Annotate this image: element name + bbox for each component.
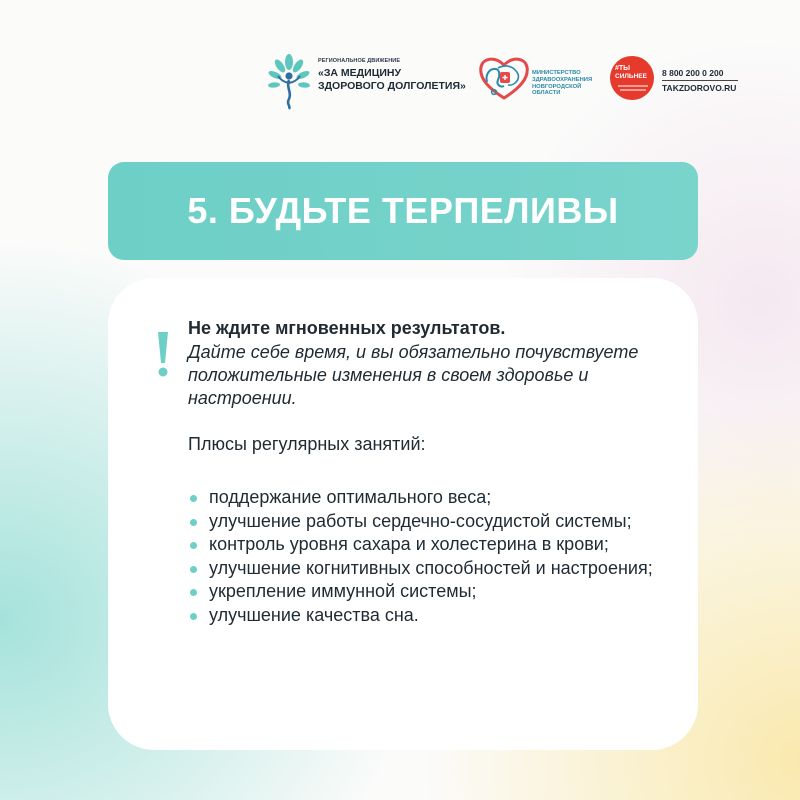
movement-logo <box>266 48 466 114</box>
bullet-dot-icon <box>190 519 197 526</box>
list-item <box>190 604 670 628</box>
movement-logo-line1: «ЗА МЕДИЦИНУ <box>318 67 402 79</box>
list-item-text: поддержание оптимального веса; <box>209 487 492 507</box>
heart-emblem-icon <box>476 52 532 104</box>
list-item <box>190 533 670 557</box>
lead-statement: Не ждите мгновенных результатов. <box>188 318 506 338</box>
list-item <box>190 486 670 510</box>
benefits-list <box>190 486 670 627</box>
title-banner <box>108 162 698 260</box>
website-link[interactable]: TAKZDOROVO.RU <box>662 83 737 93</box>
takzdorovo-logo <box>610 56 740 104</box>
you-are-stronger-badge <box>610 56 654 100</box>
list-item-text: улучшение когнитивных способностей и настроения; <box>209 557 653 578</box>
bullet-dot-icon <box>190 495 197 502</box>
bullet-dot-icon <box>190 542 197 549</box>
header-logos <box>0 48 800 118</box>
badge-stripes-icon <box>610 56 654 100</box>
benefits-heading: Плюсы регулярных занятий: <box>188 434 426 454</box>
logo-divider <box>662 80 738 81</box>
list-item <box>190 580 670 604</box>
list-item-text: улучшение работы сердечно-сосудистой системы; <box>209 510 632 531</box>
ministry-line1: МИНИСТЕРСТВО <box>532 70 581 76</box>
movement-logo-name <box>318 67 466 93</box>
list-item <box>190 557 670 581</box>
bullet-dot-icon <box>190 589 197 596</box>
bullet-dot-icon <box>190 613 197 620</box>
tree-of-life-icon <box>266 52 312 110</box>
lead-explanation: Дайте себе время, и вы обязательно почувствуете положительные изменения в своем здоровье и настроении. <box>188 342 639 408</box>
badge-line2: СИЛЬНЕЕ <box>615 73 647 80</box>
page-title: 5. БУДЬТЕ ТЕРПЕЛИВЫ <box>187 190 619 231</box>
ministry-line2: ЗДРАВООХРАНЕНИЯ <box>532 76 593 83</box>
list-item-text: улучшение качества сна. <box>209 604 419 625</box>
list-item-text: укрепление иммунной системы; <box>209 581 477 601</box>
list-item-text: контроль уровня сахара и холестерина в крови; <box>209 534 609 554</box>
content-card <box>108 278 698 750</box>
ministry-logo-text <box>532 70 592 97</box>
ministry-line3: НОВГОРОДСКОЙ <box>532 83 582 90</box>
badge-line1: #ТЫ <box>615 65 631 72</box>
ministry-line4: ОБЛАСТИ <box>532 90 561 97</box>
exclamation-icon <box>152 330 174 380</box>
list-item <box>190 510 670 534</box>
movement-logo-line2: ЗДОРОВОГО ДОЛГОЛЕТИЯ» <box>318 80 466 92</box>
movement-logo-subtitle: РЕГИОНАЛЬНОЕ ДВИЖЕНИЕ <box>318 58 401 64</box>
ministry-logo <box>476 52 600 110</box>
bullet-dot-icon <box>190 566 197 573</box>
hotline-phone: 8 800 200 0 200 <box>662 68 724 78</box>
